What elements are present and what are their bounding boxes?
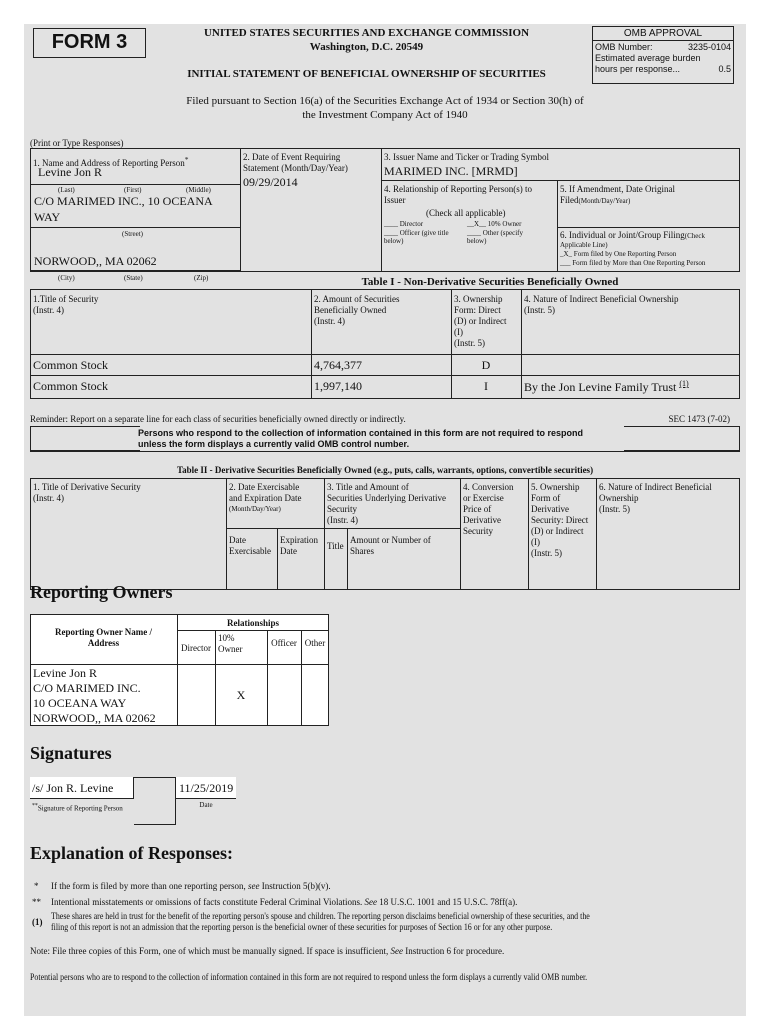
label-last: (Last) (58, 186, 75, 194)
t2-col5-line7: (Instr. 5) (531, 548, 562, 558)
potential-persons-notice: Potential persons who are to respond to the collection of information contained in this form are not required to respond unless the form displays a currently valid OMB number. (30, 972, 588, 982)
city-state-zip: NORWOOD,, MA 02062 (34, 254, 157, 268)
t1-col3-line5: (Instr. 5) (454, 338, 485, 348)
footnote-1-line1: These shares are held in trust for the benefit of the reporting person's spouse and children. The reporting person disclaims beneficial ownership of these securities, and the (51, 911, 590, 921)
t2-col2-line1: 2. Date Exercisable (229, 482, 300, 492)
t2-col3-line1: 3. Title and Amount of (327, 482, 409, 492)
t2-col1-line2: (Instr. 4) (33, 493, 64, 503)
t1-col4-line2: (Instr. 5) (524, 305, 555, 315)
row1-amount: 4,764,377 (314, 358, 362, 372)
table2-title: Table II - Derivative Securities Beneficially Owned (e.g., puts, calls, warrants, options, convertible securities) (176, 465, 594, 475)
signature-spacer (134, 777, 176, 825)
relation-officer-below: below) (384, 237, 404, 245)
t2-col5-line5: (D) or Indirect (531, 526, 584, 536)
relation-10pct-owner: __X__ 10% Owner (467, 220, 522, 228)
box5-label-small: (Month/Day/Year) (578, 197, 631, 205)
explanation-see-2: See (364, 897, 377, 907)
box1-marker: * (184, 155, 189, 164)
t2-col5-line6: (I) (531, 537, 540, 547)
agency-location: Washington, D.C. 20549 (309, 41, 424, 53)
reporting-owners-heading: Reporting Owners (30, 582, 173, 602)
owner-line2: C/O MARIMED INC. (33, 681, 141, 695)
signatures-heading: Signatures (30, 743, 112, 763)
omb-notice-line1: Persons who respond to the collection of information contained in this form are not required to respond (138, 428, 584, 438)
explanation-mark-1: * (34, 881, 39, 891)
omb-number-label: OMB Number: (595, 42, 653, 52)
t2-col5-line1: 5. Ownership (531, 482, 580, 492)
t1-col1-line1: 1.Title of Security (33, 294, 99, 304)
t2-expiration-line1: Expiration (280, 535, 318, 545)
relationships-header: Relationships (226, 618, 279, 628)
signature-label-marker: ** (32, 803, 38, 809)
t2-expiration-line2: Date (280, 546, 297, 556)
row2-title: Common Stock (33, 379, 109, 393)
box4-label-line1: 4. Relationship of Reporting Person(s) to (384, 184, 532, 194)
t2-col6-line3: (Instr. 5) (599, 504, 630, 514)
t2-col5-line2: Form of (531, 493, 561, 503)
t2-col1-line1: 1. Title of Derivative Security (33, 482, 141, 492)
box1-label: 1. Name and Address of Reporting Person (33, 158, 185, 168)
date-label: Date (199, 801, 213, 809)
label-zip: (Zip) (194, 274, 209, 282)
explanation-text-2b: 18 U.S.C. 1001 and 15 U.S.C. 78ff(a). (377, 897, 518, 907)
explanation-mark-2: ** (32, 897, 41, 907)
event-date: 09/29/2014 (243, 175, 298, 189)
form-label: FORM 3 (33, 28, 146, 58)
note-see: See (390, 946, 404, 956)
row2-nature: By the Jon Levine Family Trust (524, 380, 677, 394)
owner-line1: Levine Jon R (33, 666, 97, 680)
explanation-heading: Explanation of Responses: (30, 843, 234, 863)
t2-col4-line2: or Exercise (463, 493, 504, 503)
row2-amount: 1,997,140 (314, 379, 362, 393)
explanation-see-1: see (247, 881, 260, 891)
t1-col3-line2: Form: Direct (454, 305, 501, 315)
officer-header: Officer (271, 638, 297, 648)
explanation-text-1b: Instruction 5(b)(v). (259, 881, 331, 891)
t2-col3-line3: Security (327, 504, 357, 514)
signature-date: 11/25/2019 (179, 781, 234, 795)
omb-notice-line2: unless the form displays a currently valid OMB control number. (138, 439, 410, 449)
box6-label-small: (Check (684, 232, 705, 240)
table1-title: Table I - Non-Derivative Securities Beneficially Owned (361, 276, 619, 288)
t2-date-exercisable-line2: Exercisable (229, 546, 271, 556)
t2-col5-line4: Security: Direct (531, 515, 589, 525)
t2-col2-line3: (Month/Day/Year) (229, 505, 281, 513)
t2-amount-sub-line2: Shares (350, 546, 374, 556)
t2-col6-line1: 6. Nature of Indirect Beneficial (599, 482, 712, 492)
explanation-text-2: Intentional misstatements or omissions of facts constitute Federal Criminal Violations. (51, 897, 365, 907)
footnote-1-line2: filing of this report is not an admission that the reporting person is the beneficial owner of these securities for purposes of Section 16 or for any other purpose. (51, 922, 553, 932)
owner-header-line1: 10% (218, 633, 235, 643)
footnote-link[interactable]: (1) (679, 379, 689, 388)
reporting-person-name: Levine Jon R (38, 165, 102, 179)
label-state: (State) (124, 274, 143, 282)
agency-name: UNITED STATES SECURITIES AND EXCHANGE COMMISSION (203, 27, 530, 39)
address-line2: WAY (34, 210, 61, 224)
t2-col4-line1: 4. Conversion (463, 482, 514, 492)
relation-other: ____ Other (specify (467, 229, 523, 237)
box6-label-line1: 6. Individual or Joint/Group Filing (560, 230, 685, 240)
owner-line4: NORWOOD,, MA 02062 (33, 711, 156, 725)
filing-option-more: ___ Form filed by More than One Reporting Person (560, 259, 706, 267)
t1-col2-line2: Beneficially Owned (314, 305, 387, 315)
box6-label-line2: Applicable Line) (560, 241, 608, 249)
t2-col4-line4: Derivative (463, 515, 501, 525)
notice-left-box (30, 426, 140, 451)
row1-form: D (481, 358, 491, 372)
signature-value: /s/ Jon R. Levine (32, 781, 114, 795)
notice-right-box (624, 426, 740, 451)
omb-burden-label: Estimated average burden (595, 53, 701, 63)
owner-header-line2: Owner (218, 644, 243, 654)
box2-label-line2: Statement (Month/Day/Year) (243, 163, 348, 173)
row1-title: Common Stock (33, 358, 109, 372)
t2-amount-sub-line1: Amount or Number of (350, 535, 431, 545)
omb-burden-hours: hours per response... (595, 64, 681, 74)
omb-approval-box (592, 26, 734, 84)
t1-col3-line4: (I) (454, 327, 463, 337)
label-street: (Street) (122, 230, 143, 238)
omb-number-value: 3235-0104 (687, 42, 731, 52)
t2-date-exercisable-line1: Date (229, 535, 246, 545)
label-middle: (Middle) (186, 186, 211, 194)
note-text: Note: File three copies of this Form, one of which must be manually signed. If space is insufficient, (30, 946, 391, 956)
sec-form-number: SEC 1473 (7-02) (668, 414, 730, 424)
footnote-1-mark: (1) (32, 917, 43, 927)
label-city: (City) (58, 274, 75, 282)
t2-col4-line5: Security (463, 526, 493, 536)
owner-col-line1: Reporting Owner Name / (54, 627, 153, 637)
t2-title-sub: Title (327, 541, 344, 551)
explanation-text-1: If the form is filed by more than one reporting person, (51, 881, 248, 891)
director-header: Director (181, 643, 211, 653)
omb-title: OMB APPROVAL (623, 28, 703, 39)
t2-col3-line4: (Instr. 4) (327, 515, 358, 525)
print-note: (Print or Type Responses) (30, 138, 124, 148)
filed-pursuant-line2: the Investment Company Act of 1940 (302, 109, 468, 121)
t1-col1-line2: (Instr. 4) (33, 305, 64, 315)
t2-col3-line2: Securities Underlying Derivative (327, 493, 446, 503)
t2-col4-line3: Price of (463, 504, 492, 514)
form-page (24, 24, 746, 1016)
t1-col3-line1: 3. Ownership (454, 294, 503, 304)
row2-form: I (484, 379, 488, 393)
relation-other-below: below) (467, 237, 487, 245)
owner-col-line2: Address (87, 638, 120, 648)
form-title: INITIAL STATEMENT OF BENEFICIAL OWNERSHIP OF SECURITIES (187, 68, 546, 80)
omb-burden-value: 0.5 (718, 64, 731, 74)
t2-col6-line2: Ownership (599, 493, 639, 503)
relation-officer: ____ Officer (give title (384, 229, 449, 237)
box4-check: (Check all applicable) (426, 208, 506, 218)
filed-pursuant-line1: Filed pursuant to Section 16(a) of the Securities Exchange Act of 1934 or Section 30(h) of (186, 95, 584, 107)
issuer-name: MARIMED INC. [MRMD] (384, 164, 518, 178)
t1-col4-line1: 4. Nature of Indirect Beneficial Ownership (524, 294, 679, 304)
address-line1: C/O MARIMED INC., 10 OCEANA (34, 194, 213, 208)
owner-line3: 10 OCEANA WAY (33, 696, 127, 710)
relation-director: ____ Director (384, 220, 424, 228)
signature-label: Signature of Reporting Person (37, 804, 123, 813)
t2-col5-line3: Derivative (531, 504, 569, 514)
t1-col2-line1: 2. Amount of Securities (314, 294, 400, 304)
filing-option-one: _X_ Form filed by One Reporting Person (560, 250, 677, 258)
t1-col2-line3: (Instr. 4) (314, 316, 345, 326)
label-first: (First) (124, 186, 142, 194)
note-text-end: Instruction 6 for procedure. (403, 946, 505, 956)
box3-label: 3. Issuer Name and Ticker or Trading Symbol (384, 152, 549, 162)
box2-label-line1: 2. Date of Event Requiring (243, 152, 341, 162)
box4-label-line2: Issuer (384, 195, 406, 205)
other-header: Other (304, 638, 326, 648)
t2-col2-line2: and Expiration Date (229, 493, 302, 503)
reminder-text: Reminder: Report on a separate line for each class of securities beneficially owned directly or indirectly. (30, 414, 406, 424)
box5-label-line1: 5. If Amendment, Date Original (560, 184, 675, 194)
owner-10pct-mark: X (236, 688, 246, 702)
box5-label-line2: Filed (560, 195, 579, 205)
t1-col3-line3: (D) or Indirect (454, 316, 507, 326)
